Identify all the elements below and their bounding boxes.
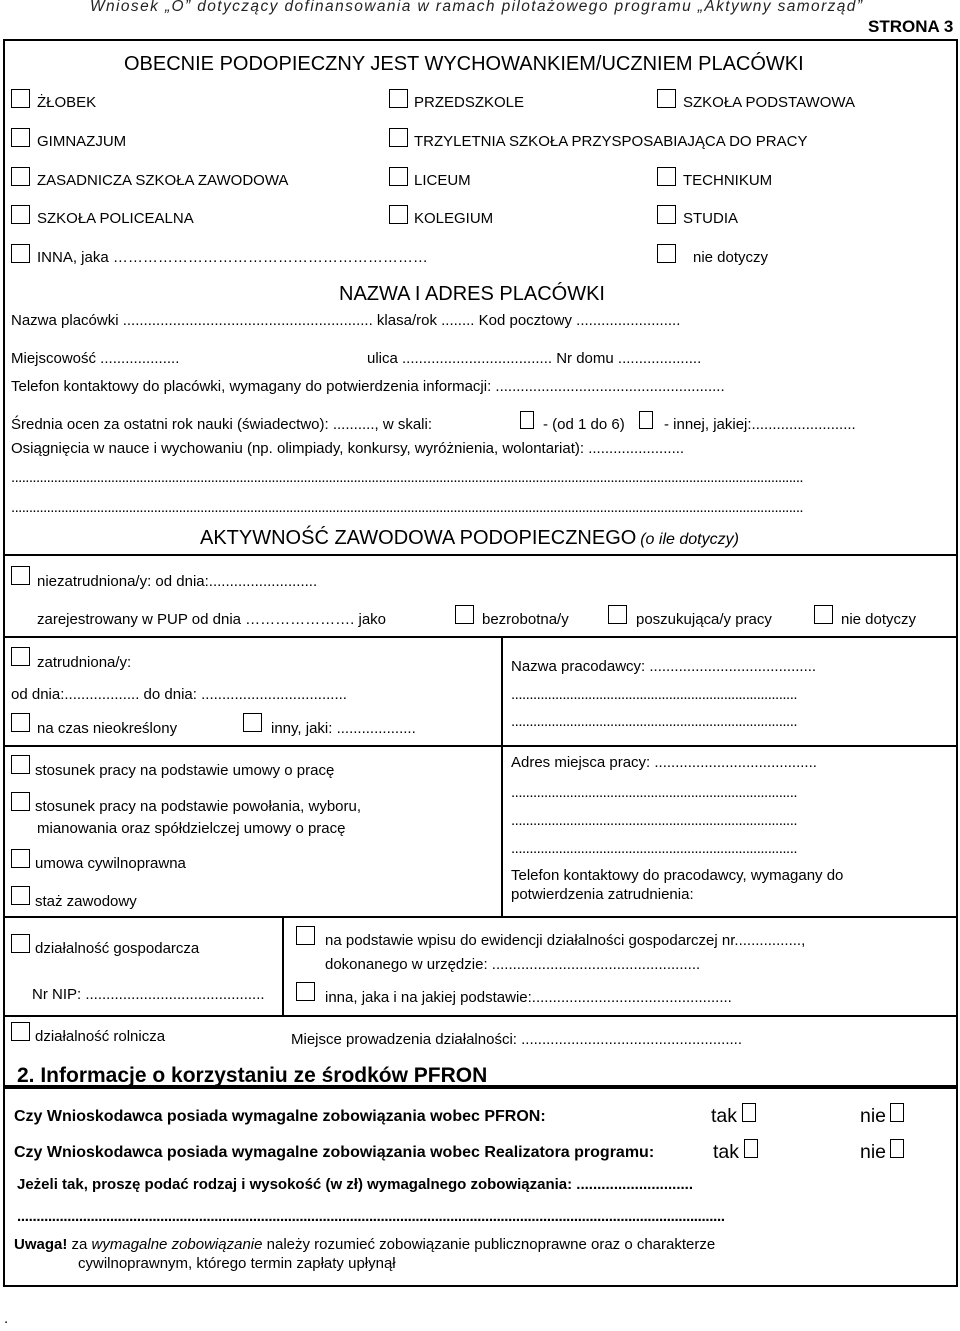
- checkbox-policealna[interactable]: [11, 205, 30, 224]
- uwaga-za: za: [67, 1236, 92, 1253]
- placowka-address-heading: NAZWA I ADRES PLACÓWKI: [339, 283, 605, 305]
- checkbox-dzialalnosc-rolnicza[interactable]: [11, 1022, 30, 1041]
- footer-dot: .: [4, 1310, 9, 1327]
- osiagniecia-label: Osiągnięcia w nauce i wychowaniu: [11, 440, 243, 457]
- nazwa-placowki-line[interactable]: Nazwa placówki ............................................................ klasa/rok ........ Kod pocztowy .........................: [11, 312, 681, 329]
- staz-label: staż zawodowy: [35, 893, 137, 910]
- checkbox-trzyletnia[interactable]: [389, 128, 408, 147]
- pfron-question: Czy Wnioskodawca posiada wymagalne zobowiązania wobec PFRON:: [14, 1108, 546, 1125]
- srednia-label: Średnia ocen za ostatni rok nauki (świadectwo): .........., w skali:: [11, 416, 433, 433]
- skala-1-6-label: - (od 1 do 6): [543, 416, 625, 433]
- osiagniecia-dots-2[interactable]: ..............................................................................................................................................................................................................................: [11, 499, 803, 516]
- nieokreslony-label: na czas nieokreślony: [37, 720, 178, 737]
- checkbox-technikum[interactable]: [657, 167, 676, 186]
- employment-divider: [3, 636, 958, 638]
- pracodawca-dots-2[interactable]: ..............................................................................: [511, 713, 798, 730]
- checkbox-umowa-o-prace[interactable]: [11, 755, 30, 774]
- adres-dots-3[interactable]: ..............................................................................: [511, 840, 798, 857]
- od-do-dnia-field[interactable]: od dnia:.................. do dnia: ...................................: [11, 686, 347, 703]
- placowka-type-section: [3, 39, 958, 1087]
- uwaga-rest: należy rozumieć zobowiązanie publicznoprawne oraz o charakterze: [262, 1236, 716, 1253]
- checkbox-zasadnicza[interactable]: [11, 167, 30, 186]
- skala-inna-field[interactable]: - innej, jakiej:.........................: [664, 416, 856, 433]
- osiagniecia-hint: (np. olimpiady, konkursy, wyróżnienia, wolontariat): .......................: [242, 440, 685, 457]
- checkbox-realizator-tak[interactable]: [744, 1139, 758, 1158]
- zarejestrowany-label[interactable]: zarejestrowany w PUP od dnia …………………. jako: [37, 611, 387, 628]
- bezrobotna-label: bezrobotna/y: [482, 611, 569, 628]
- dzialalnosc-vertical-divider: [282, 916, 284, 1016]
- document-header-title: Wniosek „O” dotyczący dofinansowania w ramach pilotażowego programu „Aktywny samorząd”: [90, 0, 864, 15]
- osiagniecia-field[interactable]: [11, 440, 684, 457]
- employment-vertical-divider: [501, 636, 503, 918]
- checkbox-inny-czas[interactable]: [243, 713, 262, 732]
- inna-podstawa-field[interactable]: inna, jaka i na jakiej podstawie:................................................: [325, 989, 732, 1006]
- checkbox-kolegium[interactable]: [389, 205, 408, 224]
- option-zasadnicza: ZASADNICZA SZKOŁA ZAWODOWA: [37, 172, 289, 189]
- adres-dots-1[interactable]: ..............................................................................: [511, 784, 798, 801]
- option-studia: STUDIA: [683, 210, 739, 227]
- checkbox-nieokreslony[interactable]: [11, 713, 30, 732]
- adres-divider: [501, 745, 958, 747]
- nip-field[interactable]: Nr NIP: ...........................................: [32, 986, 265, 1003]
- realizator-nie-label: nie: [860, 1141, 887, 1163]
- checkbox-zatrudniona[interactable]: [11, 647, 30, 666]
- rolnicza-divider: [3, 1015, 958, 1017]
- checkbox-powolanie[interactable]: [11, 792, 30, 811]
- checkbox-studia[interactable]: [657, 205, 676, 224]
- option-zlobek: ŻŁOBEK: [37, 94, 97, 111]
- adres-dots-2[interactable]: ..............................................................................: [511, 812, 798, 829]
- aktywnosc-heading-text: AKTYWNOŚĆ ZAWODOWA PODOPIECZNEGO: [200, 527, 637, 549]
- powolanie-label-1: stosunek pracy na podstawie powołania, wyboru,: [35, 798, 362, 815]
- checkbox-skala-inna[interactable]: [639, 411, 653, 429]
- dzialalnosc-rolnicza-label: działalność rolnicza: [35, 1028, 166, 1045]
- osiagniecia-dots-1[interactable]: ..............................................................................................................................................................................................................................: [11, 469, 803, 486]
- powolanie-label-2: mianowania oraz spółdzielczej umowy o pracę: [37, 820, 346, 837]
- checkbox-liceum[interactable]: [389, 167, 408, 186]
- inny-czas-field[interactable]: inny, jaki: ...................: [271, 720, 416, 737]
- realizator-tak-label: tak: [713, 1141, 740, 1163]
- checkbox-gimnazjum[interactable]: [11, 128, 30, 147]
- checkbox-nie-dotyczy-pup[interactable]: [814, 605, 833, 624]
- miejsce-prowadzenia-field[interactable]: Miejsce prowadzenia działalności: .....................................................: [291, 1031, 742, 1048]
- checkbox-skala-1-6[interactable]: [520, 411, 534, 429]
- option-kolegium: KOLEGIUM: [414, 210, 494, 227]
- checkbox-bezrobotna[interactable]: [455, 605, 474, 624]
- pfron-nie-label: nie: [860, 1105, 887, 1127]
- umowa-o-prace-label: stosunek pracy na podstawie umowy o pracę: [35, 762, 335, 779]
- uwaga-term: wymagalne zobowiązanie: [91, 1236, 263, 1253]
- pfron-heading: 2. Informacje o korzystaniu ze środków PFRON: [17, 1064, 488, 1087]
- checkbox-cywilnoprawna[interactable]: [11, 849, 30, 868]
- wpis-ewidencja-label-1[interactable]: na podstawie wpisu do ewidencji działalności gospodarczej nr................,: [325, 932, 806, 949]
- checkbox-staz[interactable]: [11, 886, 30, 905]
- checkbox-inna-podstawa[interactable]: [296, 982, 315, 1001]
- umowa-divider: [3, 745, 503, 747]
- aktywnosc-note: (o ile dotyczy): [640, 531, 739, 548]
- aktywnosc-divider: [3, 554, 958, 556]
- placowka-type-heading: OBECNIE PODOPIECZNY JEST WYCHOWANKIEM/UCZNIEM PLACÓWKI: [124, 53, 804, 75]
- dzialalnosc-divider: [3, 916, 958, 918]
- miejscowosc-field[interactable]: Miejscowość ...................: [11, 350, 180, 367]
- checkbox-pfron-tak[interactable]: [742, 1103, 756, 1122]
- pfron-tak-label: tak: [711, 1105, 738, 1127]
- checkbox-realizator-nie[interactable]: [890, 1139, 904, 1158]
- telefon-pracodawcy-label-1: Telefon kontaktowy do pracodawcy, wymagany do: [511, 867, 844, 884]
- uwaga-label: Uwaga!: [14, 1236, 68, 1253]
- checkbox-inna[interactable]: [11, 244, 30, 263]
- checkbox-poszukujaca[interactable]: [608, 605, 627, 624]
- option-trzyletnia: TRZYLETNIA SZKOŁA PRZYSPOSABIAJĄCA DO PRACY: [414, 133, 808, 150]
- adres-pracy-field[interactable]: Adres miejsca pracy: .......................................: [511, 754, 817, 771]
- zobowiazanie-dots[interactable]: .......................................................................................................................................................................................: [17, 1208, 725, 1225]
- option-nie-dotyczy-placowka: nie dotyczy: [693, 249, 769, 266]
- checkbox-niezatrudniona[interactable]: [11, 566, 30, 585]
- checkbox-przedszkole[interactable]: [389, 89, 408, 108]
- realizator-question: Czy Wnioskodawca posiada wymagalne zobowiązania wobec Realizatora programu:: [14, 1144, 655, 1161]
- checkbox-dzialalnosc-gospodarcza[interactable]: [11, 934, 30, 953]
- option-policealna: SZKOŁA POLICEALNA: [37, 210, 194, 227]
- checkbox-pfron-nie[interactable]: [890, 1103, 904, 1122]
- zobowiazanie-field[interactable]: Jeżeli tak, proszę podać rodzaj i wysokość (w zł) wymagalnego zobowiązania: ............................: [17, 1176, 693, 1193]
- pracodawca-field[interactable]: Nazwa pracodawcy: ........................................: [511, 658, 817, 675]
- checkbox-zlobek[interactable]: [11, 89, 30, 108]
- option-gimnazjum: GIMNAZJUM: [37, 133, 127, 150]
- wpis-ewidencja-label-2[interactable]: dokonanego w urzędzie: ..................................................: [325, 956, 701, 973]
- telefon-placowki-field[interactable]: Telefon kontaktowy do placówki, wymagany do potwierdzenia informacji: .......................................................: [11, 378, 725, 395]
- option-szkola-podstawowa: SZKOŁA PODSTAWOWA: [683, 94, 855, 111]
- checkbox-szkola-podstawowa[interactable]: [657, 89, 676, 108]
- option-inna: INNA, jaka ………………………………………………………: [37, 249, 428, 266]
- option-liceum: LICEUM: [414, 172, 471, 189]
- ulica-line[interactable]: ulica .................................... Nr domu ....................: [367, 350, 702, 367]
- uwaga-note-2: cywilnoprawnym, którego termin zapłaty upłynął: [78, 1255, 396, 1272]
- telefon-pracodawcy-label-2: potwierdzenia zatrudnienia:: [511, 886, 694, 903]
- nie-dotyczy-pup-label: nie dotyczy: [841, 611, 917, 628]
- pracodawca-dots-1[interactable]: ..............................................................................: [511, 686, 798, 703]
- cywilnoprawna-label: umowa cywilnoprawna: [35, 855, 186, 872]
- aktywnosc-heading: [200, 527, 739, 550]
- uwaga-note-1: [14, 1236, 715, 1253]
- niezatrudniona-field[interactable]: niezatrudniona/y: od dnia:..........................: [37, 573, 318, 590]
- dzialalnosc-gospodarcza-label: działalność gospodarcza: [35, 940, 200, 957]
- checkbox-wpis-ewidencja[interactable]: [296, 926, 315, 945]
- zatrudniona-label: zatrudniona/y:: [37, 654, 132, 671]
- checkbox-nie-dotyczy-placowka[interactable]: [657, 244, 676, 263]
- poszukujaca-label: poszukująca/y pracy: [636, 611, 772, 628]
- page-number: STRONA 3: [868, 17, 954, 36]
- option-przedszkole: PRZEDSZKOLE: [414, 94, 525, 111]
- option-technikum: TECHNIKUM: [683, 172, 773, 189]
